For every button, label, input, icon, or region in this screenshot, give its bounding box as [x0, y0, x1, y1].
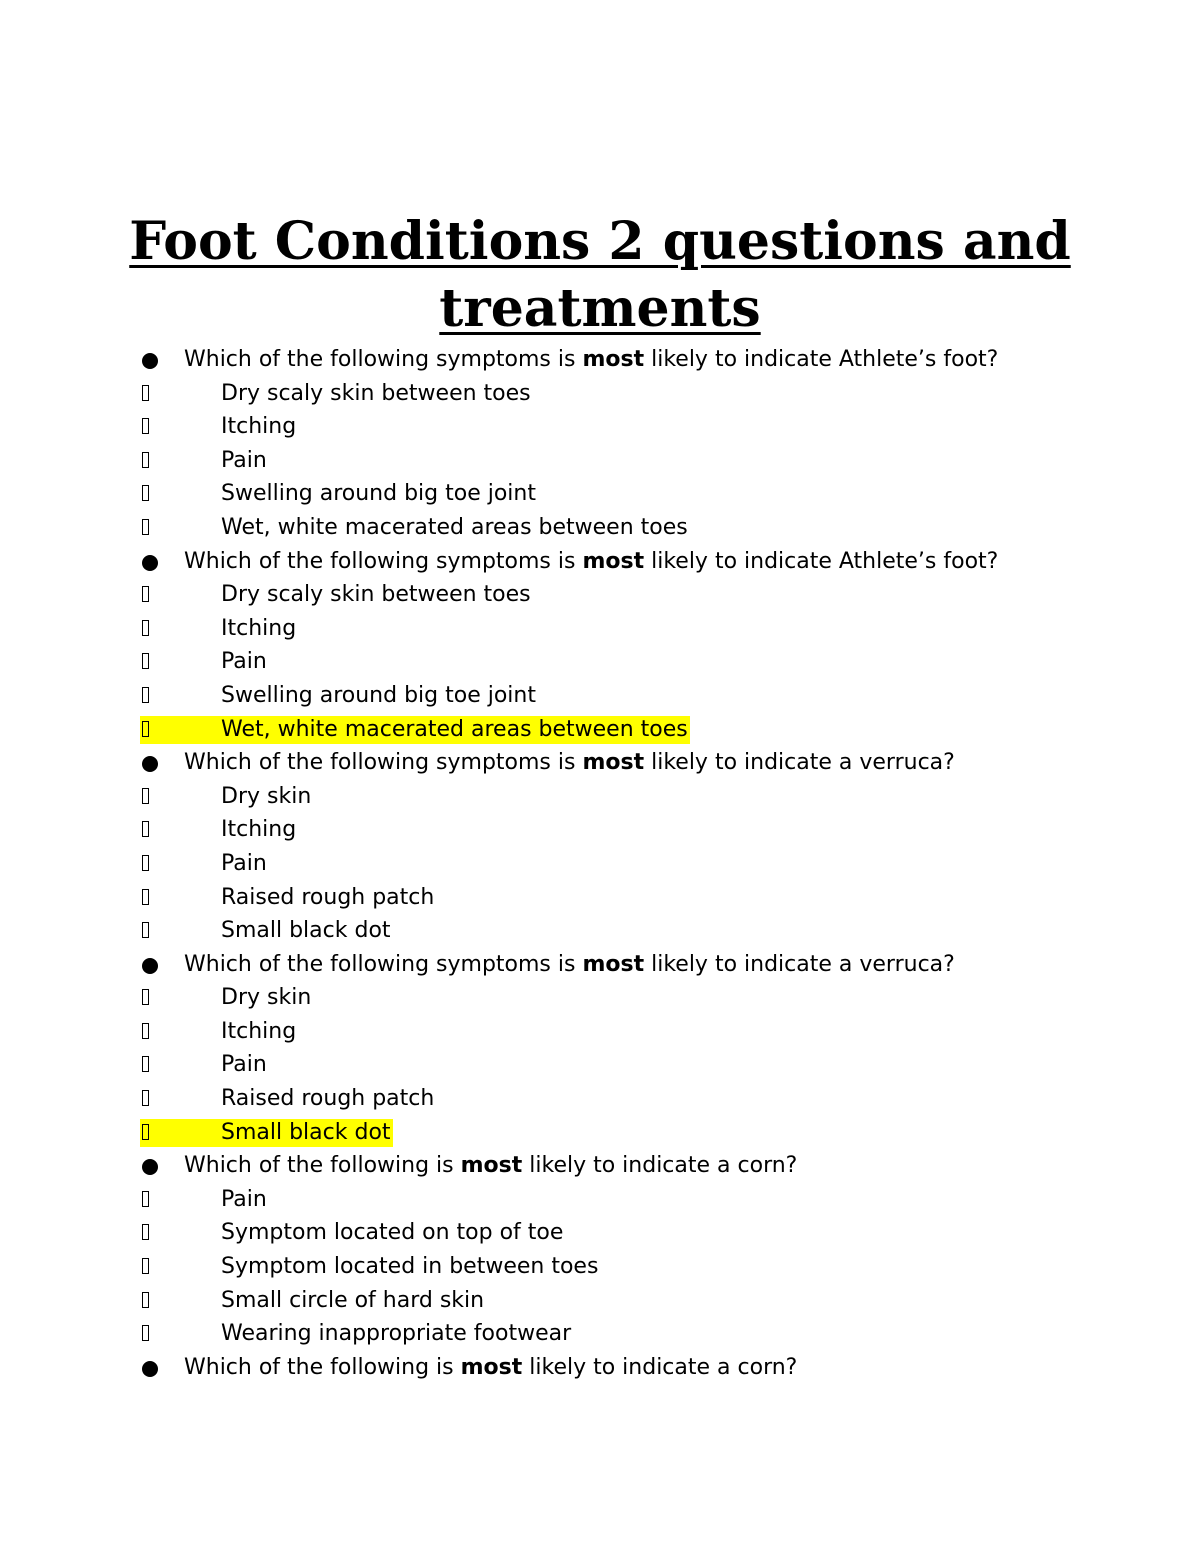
- option-item: [0, 1116, 1200, 1150]
- option-text: Pain: [221, 447, 267, 473]
- document-title: [0, 208, 1200, 342]
- question-text: [184, 343, 998, 377]
- question-emphasis: most: [582, 750, 645, 776]
- question-text-suffix: likely to indicate a corn?: [522, 1354, 798, 1380]
- option-text: Wet, white macerated areas between toes: [221, 716, 688, 742]
- question-text: [184, 545, 998, 579]
- option-item: [0, 847, 1200, 881]
- missing-glyph-box-icon: [142, 1325, 149, 1341]
- question-text-prefix: Which of the following symptoms is: [184, 951, 583, 977]
- question-text-suffix: likely to indicate a verruca?: [644, 750, 955, 776]
- question-emphasis: most: [582, 548, 645, 574]
- question-text-suffix: likely to indicate a verruca?: [644, 951, 955, 977]
- option-text: Dry scaly skin between toes: [221, 380, 531, 406]
- option-text: Pain: [221, 850, 267, 876]
- option-item: [0, 1284, 1200, 1318]
- option-text: Raised rough patch: [221, 1086, 435, 1112]
- question-item: [0, 948, 1200, 982]
- bullet-dot-icon: [142, 353, 158, 369]
- missing-glyph-box-icon: [142, 1292, 149, 1308]
- question-text-suffix: likely to indicate a corn?: [522, 1153, 798, 1179]
- question-item: [0, 1351, 1200, 1385]
- title-line-2: treatments: [439, 278, 761, 339]
- option-text: Wearing inappropriate footwear: [221, 1321, 572, 1347]
- option-item: [0, 914, 1200, 948]
- question-text-prefix: Which of the following symptoms is: [184, 347, 583, 372]
- missing-glyph-box-icon: [142, 1224, 149, 1240]
- question-text-suffix: likely to indicate Athlete’s foot?: [644, 548, 999, 574]
- missing-glyph-box-icon: [142, 1056, 149, 1072]
- option-text: Symptom located in between toes: [221, 1254, 599, 1280]
- option-text: Itching: [221, 615, 297, 641]
- missing-glyph-box-icon: [142, 1258, 149, 1274]
- bullet-dot-icon: [142, 1361, 158, 1377]
- option-item: [0, 410, 1200, 444]
- question-item: [0, 1149, 1200, 1183]
- question-emphasis: most: [460, 1354, 523, 1380]
- missing-glyph-box-icon: [142, 485, 149, 501]
- missing-glyph-box-icon: [142, 1191, 149, 1207]
- question-item: [0, 746, 1200, 780]
- missing-glyph-box-icon: [142, 989, 149, 1005]
- option-text: Swelling around big toe joint: [221, 682, 536, 708]
- missing-glyph-box-icon: [142, 586, 149, 602]
- missing-glyph-box-icon: [142, 1090, 149, 1106]
- option-item: [0, 1183, 1200, 1217]
- option-item: [0, 1048, 1200, 1082]
- question-emphasis: most: [460, 1153, 523, 1179]
- option-text: Itching: [221, 817, 297, 843]
- question-item: [0, 343, 1200, 377]
- option-item: [0, 981, 1200, 1015]
- option-text: Raised rough patch: [221, 884, 435, 910]
- question-list: [0, 343, 1200, 1384]
- question-text-prefix: Which of the following is: [184, 1354, 461, 1380]
- option-item: [0, 511, 1200, 545]
- option-text: Dry skin: [221, 985, 312, 1011]
- option-item: [0, 377, 1200, 411]
- option-item: [0, 645, 1200, 679]
- option-item: [0, 1082, 1200, 1116]
- option-item: [0, 578, 1200, 612]
- option-text: Swelling around big toe joint: [221, 481, 536, 507]
- option-text: Itching: [221, 414, 297, 440]
- question-text: [184, 1351, 797, 1385]
- option-text: Pain: [221, 1186, 267, 1212]
- missing-glyph-box-icon: [142, 687, 149, 703]
- missing-glyph-box-icon: [142, 889, 149, 905]
- option-item: [0, 881, 1200, 915]
- option-item: [0, 477, 1200, 511]
- option-text: Wet, white macerated areas between toes: [221, 514, 688, 540]
- question-text: [184, 1149, 797, 1183]
- missing-glyph-box-icon: [142, 452, 149, 468]
- missing-glyph-box-icon: [142, 620, 149, 636]
- question-item: [0, 545, 1200, 579]
- option-item: [0, 679, 1200, 713]
- option-text: Small black dot: [221, 1119, 391, 1145]
- missing-glyph-box-icon: [142, 855, 149, 871]
- missing-glyph-box-icon: [142, 821, 149, 837]
- option-item: [0, 813, 1200, 847]
- option-item: [0, 1216, 1200, 1250]
- missing-glyph-box-icon: [142, 385, 149, 401]
- bullet-dot-icon: [142, 756, 158, 772]
- bullet-dot-icon: [142, 958, 158, 974]
- option-item: [0, 713, 1200, 747]
- missing-glyph-box-icon: [142, 721, 149, 737]
- title-line-1: Foot Conditions 2 questions and: [129, 211, 1071, 272]
- missing-glyph-box-icon: [142, 1023, 149, 1039]
- option-text: Pain: [221, 649, 267, 675]
- option-item: [0, 612, 1200, 646]
- question-text-prefix: Which of the following symptoms is: [184, 750, 583, 776]
- missing-glyph-box-icon: [142, 653, 149, 669]
- option-text: Dry skin: [221, 783, 312, 809]
- question-text-suffix: likely to indicate Athlete’s foot?: [644, 347, 999, 372]
- option-item: [0, 1015, 1200, 1049]
- option-text: Itching: [221, 1018, 297, 1044]
- option-text: Small circle of hard skin: [221, 1287, 485, 1313]
- bullet-dot-icon: [142, 1159, 158, 1175]
- missing-glyph-box-icon: [142, 418, 149, 434]
- option-text: Small black dot: [221, 918, 391, 944]
- missing-glyph-box-icon: [142, 922, 149, 938]
- question-text: [184, 746, 955, 780]
- question-text: [184, 948, 955, 982]
- missing-glyph-box-icon: [142, 519, 149, 535]
- question-text-prefix: Which of the following symptoms is: [184, 548, 583, 574]
- question-emphasis: most: [582, 951, 645, 977]
- question-emphasis: most: [582, 347, 645, 372]
- option-text: Symptom located on top of toe: [221, 1220, 564, 1246]
- question-text-prefix: Which of the following is: [184, 1153, 461, 1179]
- option-item: [0, 1250, 1200, 1284]
- option-item: [0, 780, 1200, 814]
- option-item: [0, 1317, 1200, 1351]
- option-text: Pain: [221, 1052, 267, 1078]
- missing-glyph-box-icon: [142, 1124, 149, 1140]
- option-item: [0, 444, 1200, 478]
- bullet-dot-icon: [142, 555, 158, 571]
- missing-glyph-box-icon: [142, 788, 149, 804]
- option-text: Dry scaly skin between toes: [221, 582, 531, 608]
